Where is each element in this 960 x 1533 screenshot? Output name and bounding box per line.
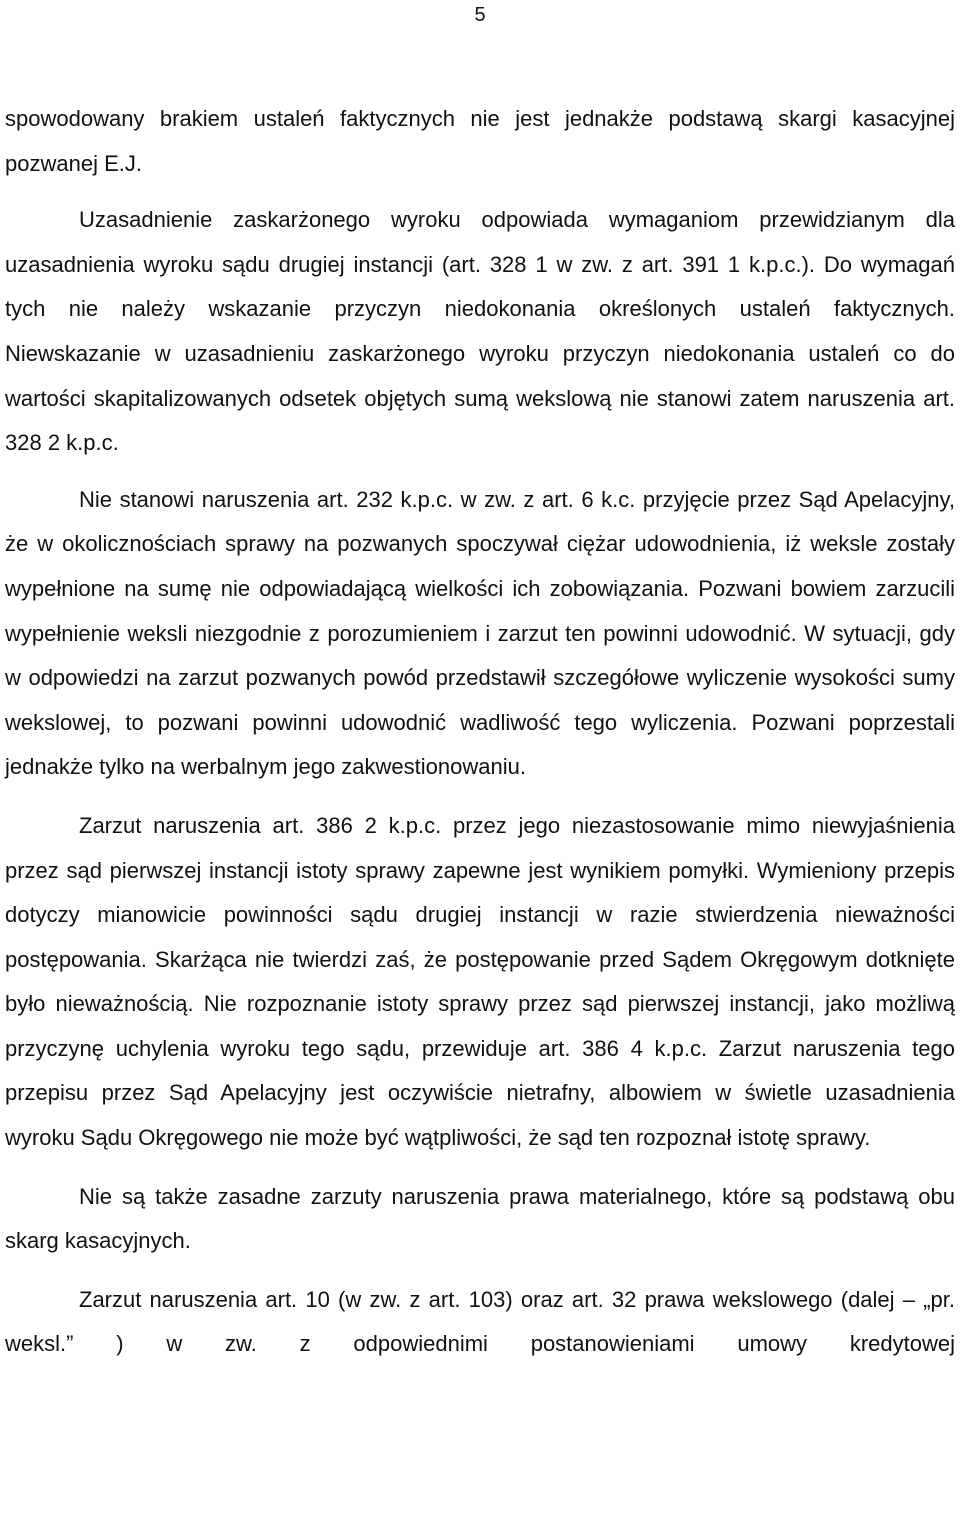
paragraph-4: Zarzut naruszenia art. 386 2 k.p.c. przez jego niezastosowanie mimo niewyjaśnienia przez sąd pierwszej instancji istoty sprawy zapewne jest wynikiem pomyłki. Wymieniony przepis dotyczy mianowicie powinności sądu drugiej instancji w razie stwierdzenia nieważności postępowania. Skarżąca nie twierdzi zaś, że postępowanie przed Sądem Okręgowym dotknięte było nieważnością. Nie rozpoznanie istoty sprawy przez sąd pierwszej instancji, jako możliwą przyczynę uchylenia wyroku tego sądu, przewiduje art. 386 4 k.p.c. Zarzut naruszenia tego przepisu przez Sąd Apelacyjny jest oczywiście nietrafny, albowiem w świetle uzasadnienia wyroku Sądu Okręgowego nie może być wątpliwości, że sąd ten rozpoznał istotę sprawy. <box>5 812 955 1151</box>
document-body <box>5 97 955 1367</box>
paragraph-6: Zarzut naruszenia art. 10 (w zw. z art. 103) oraz art. 32 prawa wekslowego (dalej – „pr. weksl.” ) w zw. z odpowiednimi postanowieniami umowy kredytowej <box>5 1286 955 1357</box>
paragraph-2: Uzasadnienie zaskarżonego wyroku odpowiada wymaganiom przewidzianym dla uzasadnienia wyroku sądu drugiej instancji (art. 328 1 w zw. z art. 391 1 k.p.c.). Do wymagań tych nie należy wskazanie przyczyn niedokonania określonych ustaleń faktycznych. Niewskazanie w uzasadnieniu zaskarżonego wyroku przyczyn niedokonania ustaleń co do wartości skapitalizowanych odsetek objętych sumą wekslową nie stanowi zatem naruszenia art. 328 2 k.p.c. <box>5 207 955 456</box>
paragraph-3: Nie stanowi naruszenia art. 232 k.p.c. w zw. z art. 6 k.c. przyjęcie przez Sąd Apelacyjny, że w okolicznościach sprawy na pozwanych spoczywał ciężar udowodnienia, iż weksle zostały wypełnione na sumę nie odpowiadającą wielkości ich zobowiązania. Pozwani bowiem zarzucili wypełnienie weksli niezgodnie z porozumieniem i zarzut ten powinni udowodnić. W sytuacji, gdy w odpowiedzi na zarzut pozwanych powód przedstawił szczegółowe wyliczenie wysokości sumy wekslowej, to pozwani powinni udowodnić wadliwość tego wyliczenia. Pozwani poprzestali jednakże tylko na werbalnym jego zakwestionowaniu. <box>5 486 955 780</box>
page-number: 5 <box>474 4 486 26</box>
paragraph-1: spowodowany brakiem ustaleń faktycznych nie jest jednakże podstawą skargi kasacyjnej pozwanej E.J. <box>5 106 955 176</box>
paragraph-5: Nie są także zasadne zarzuty naruszenia prawa materialnego, które są podstawą obu skarg kasacyjnych. <box>5 1183 955 1254</box>
